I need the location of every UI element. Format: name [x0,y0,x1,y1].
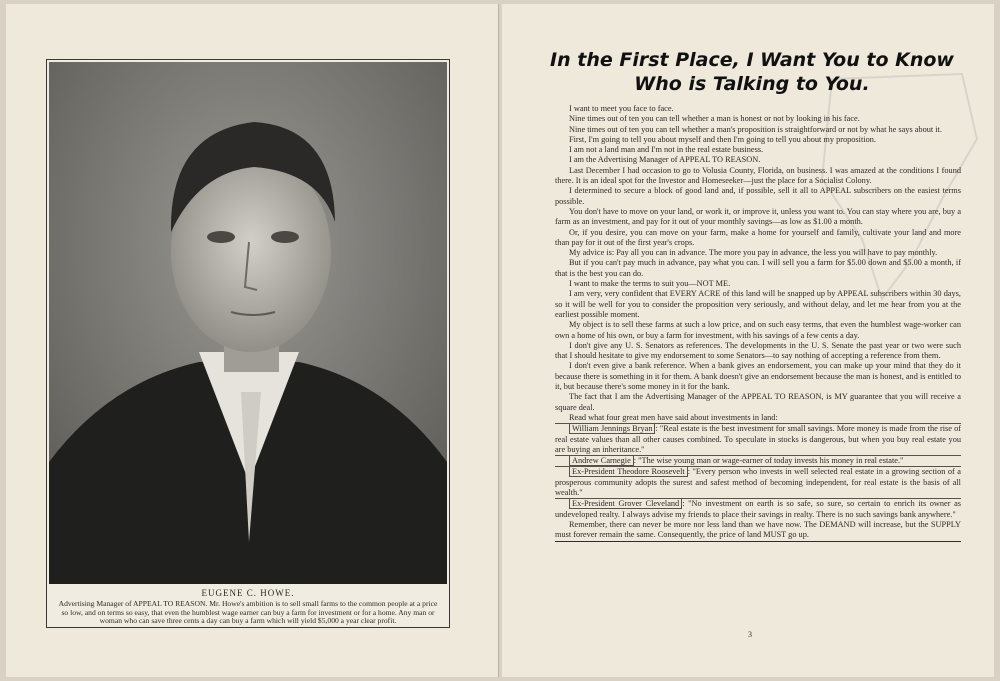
article-paragraph: I want to make the terms to suit you—NOT ME. [569,279,731,289]
article-paragraph: I want to meet you face to face. [569,104,674,113]
page-number: 3 [748,630,752,639]
quote-speaker: Andrew Carnegie [569,455,634,466]
portrait-frame [46,59,450,628]
article-paragraph: Last December I had occasion to go to Volusia County, Florida, on business. I was amazed at the conditions I found there. It is an ideal spot for the Investor and Homeseeker—just the place for a Socialist Colony. [555,165,961,186]
article-paragraphs [555,104,961,423]
quote-speaker: William Jennings Bryan [569,423,655,434]
article-paragraph: First, I'm going to tell you about myself and then I'm going to tell you about my proposition. [569,134,876,144]
caption-text: Advertising Manager of APPEAL TO REASON. Mr. Howe's ambition is to sell small farms to the common people at a price so low, and on terms so easy, that even the humblest wage earner can buy a farm for investment or for a home. Any man or woman who can save three cents a day can buy a farm which will yield $5,000 a year clear profit. [58,599,438,626]
quote-paragraph [555,423,961,455]
article-paragraph: You don't have to move on your land, or work it, or improve it, unless you want to. You can stay where you are, buy a farm as an investment, and pay for it out of your monthly savings—as low as $1.00 a month. [555,206,961,227]
article-paragraph: I determined to secure a block of good land and, if possible, sell it all to APPEAL subscribers on the easiest terms possible. [555,186,961,206]
article-paragraph: Nine times out of ten you can tell whether a man is honest or not by looking in his face. [569,114,860,124]
article-paragraph: My object is to sell these farms at such a low price, and on such easy terms, that even the humblest wage-worker can own a home of his own, or buy a farm for investment, with his savings of a few cents a day. [555,320,961,340]
quote-paragraph [555,498,961,520]
quote-text: : "No investment on earth is so safe, so sure, so certain to enrich its owner as undeveloped realty. I always advise my friends to place their savings in realty. There is no such savings bank anywhere." [555,499,962,519]
quote-speaker: Ex-President Theodore Roosevelt [569,466,688,477]
article-paragraph: But if you can't pay much in advance, pay what you can. I will sell you a farm for $5.00 down and $5.00 a month, if that is the best you can do. [555,258,961,278]
article-paragraph: I am very, very confident that EVERY ACRE of this land will be snapped up by APPEAL subscribers within 30 days, so it will be well for you to consider the proposition very seriously, and without delay, and let me hear from you at the earliest possible moment. [555,289,961,319]
portrait-caption [51,586,445,626]
article-paragraph: My advice is: Pay all you can in advance. The more you pay in advance, the less you will have to pay monthly. [569,248,938,258]
article-paragraph: I don't give any U. S. Senators as references. The developments in the U. S. Senate the past year or two were such that I should hesitate to give my endorsement to some Senators—to say nothing of accepting a reference from them. [555,340,961,361]
article-paragraph: Nine times out of ten you can tell whether a man's proposition is straightforward or not by what he says about it. [569,124,942,134]
article-paragraph: The fact that I am the Advertising Manager of the APPEAL TO REASON, is MY guarantee that you will receive a square deal. [555,392,961,412]
quote-text: : "Real estate is the best investment for small savings. More money is made from the rise of real estate values than all other causes combined. To speculate in stocks is dangerous, but when you buy real estate you are buying an inheritance." [555,424,961,454]
article-paragraph: I am not a land man and I'm not in the real estate business. [569,145,764,155]
article-body [555,104,961,542]
quote-text: : "The wise young man or wage-earner of today invests his money in real estate." [633,456,904,466]
article-paragraph: I am the Advertising Manager of APPEAL TO REASON. [569,155,761,165]
article-paragraph: Read what four great men have said about investments in land: [569,412,778,422]
article-closing: Remember, there can never be more nor less land than we have now. The DEMAND will increase, but the SUPPLY must forever remain the same. Consequently, the price of land MUST go up. [555,520,961,543]
quote-speaker: Ex-President Grover Cleveland [569,498,682,509]
quote-paragraph [555,466,961,498]
article-paragraph: Or, if you desire, you can move on your farm, make a home for yourself and family, cultivate your land and more than pay for it out of the first year's crops. [555,227,961,247]
left-page [6,4,499,677]
article-quotes [555,423,961,520]
caption-name: EUGENE C. HOWE. [201,588,295,598]
article-title: In the First Place, I Want You to Know Who is Talking to You. [550,49,954,95]
portrait-photo [49,62,447,584]
quote-text: : "Every person who invests in well selected real estate in a growing section of a prosperous community adopts the surest and safest method of becoming independent, for real estate is the basis of all wealth." [555,467,961,497]
right-page [502,4,994,677]
quote-paragraph [555,455,961,466]
article-paragraph: I don't even give a bank reference. When a bank gives an endorsement, you can make up your mind that they do it because there is something in it for them. A bank doesn't give an endorsement because the man is honest, and is entitled to it, but because there's some money in it for the bank. [555,361,961,392]
